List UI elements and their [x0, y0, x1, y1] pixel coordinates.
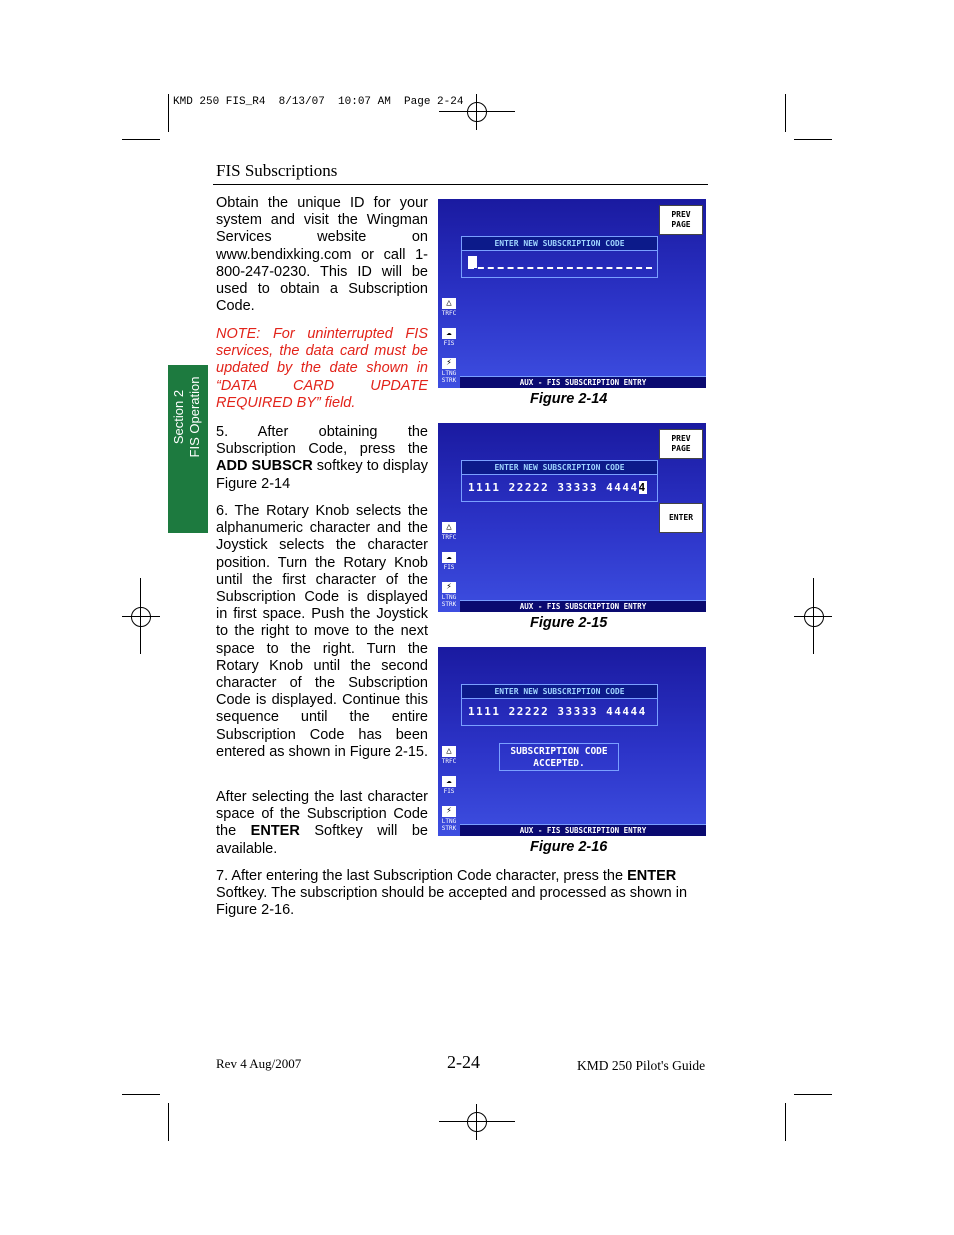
prev-page-softkey[interactable]: PREV PAGE [659, 429, 703, 459]
intro-paragraph: Obtain the unique ID for your system and visit the Wingman Services website on www.bendixking.com or call 1-800-247-0230. This ID will be used to obtain a Subscription Code. [216, 195, 428, 315]
lightning-icon[interactable]: ⚡ LTNG STRK [441, 358, 457, 384]
section-title: FIS Subscriptions [216, 161, 338, 180]
entered-code: 1111 22222 33333 44444 [468, 481, 647, 494]
entered-code: 1111 22222 33333 44444 [468, 705, 647, 718]
lightning-icon[interactable]: ⚡ LTNG STRK [441, 582, 457, 608]
subscription-code-box [461, 236, 658, 278]
lightning-icon[interactable]: ⚡ LTNG STRK [441, 806, 457, 832]
code-cursor-char: 4 [638, 481, 647, 494]
step-7-paragraph: 7. After entering the last Subscription Code character, press the ENTER Softkey. The subscription should be accepted and processed as shown in Figure 2-16. [216, 868, 688, 919]
figure-2-16-screen [438, 647, 706, 836]
subscription-code-box [461, 460, 658, 502]
fis-icon[interactable]: ☁ FIS [443, 776, 455, 795]
status-bar: AUX - FIS SUBSCRIPTION ENTRY [460, 824, 706, 836]
step-6-paragraph: 6. The Rotary Knob selects the alphanumeric character and the Joystick selects the character position. Turn the Rotary Knob until the first character of the Subscription Code is displayed in first space. Push the Joystick to the right to move to the next space to the right. Turn the Rotary Knob until the second character of the Subscription Code is displayed. Continue this sequence until the entire Subscription Code has been entered as shown in Figure 2-15. [216, 503, 428, 760]
trfc-icon[interactable]: △ TRFC [441, 522, 457, 541]
code-box-title: ENTER NEW SUBSCRIPTION CODE [462, 237, 657, 251]
trfc-icon[interactable]: △ TRFC [441, 298, 457, 317]
code-box-title: ENTER NEW SUBSCRIPTION CODE [462, 461, 657, 475]
subscription-code-box [461, 684, 658, 726]
trfc-icon[interactable]: △ TRFC [441, 746, 457, 765]
note-paragraph: NOTE: For uninterrupted FIS services, the data card must be updated by the date shown in “DATA CARD UPDATE REQUIRED BY” field. [216, 326, 428, 411]
figure-2-14-screen [438, 199, 706, 388]
fis-icon[interactable]: ☁ FIS [443, 328, 455, 347]
page-number: 2-24 [447, 1052, 480, 1072]
fis-icon[interactable]: ☁ FIS [443, 552, 455, 571]
figure-2-15-screen [438, 423, 706, 612]
step-5-paragraph: 5. After obtaining the Subscription Code, press the ADD SUBSCR softkey to display Figure 2-14 [216, 424, 429, 492]
enter-available-paragraph: After selecting the last character space of the Subscription Code the ENTER Softkey will be available. [216, 789, 428, 857]
footer-revision: Rev 4 Aug/2007 [216, 1056, 302, 1071]
section-rule [213, 184, 708, 185]
code-box-title: ENTER NEW SUBSCRIPTION CODE [462, 685, 657, 699]
prev-page-softkey[interactable]: PREV PAGE [659, 205, 703, 235]
figure-2-14-caption: Figure 2-14 [530, 391, 608, 407]
empty-code-dashes [468, 267, 652, 269]
figure-2-16-caption: Figure 2-16 [530, 839, 608, 855]
footer-guide-title: KMD 250 Pilot's Guide [577, 1058, 706, 1073]
accepted-message: SUBSCRIPTION CODE ACCEPTED. [499, 743, 619, 771]
status-bar: AUX - FIS SUBSCRIPTION ENTRY [460, 600, 706, 612]
enter-softkey[interactable]: ENTER [659, 503, 703, 533]
status-bar: AUX - FIS SUBSCRIPTION ENTRY [460, 376, 706, 388]
figure-2-15-caption: Figure 2-15 [530, 615, 608, 631]
printer-slug: KMD 250 FIS_R4 8/13/07 10:07 AM Page 2-24 [173, 96, 464, 108]
side-tab-text: Section 2 FIS Operation [171, 376, 202, 458]
